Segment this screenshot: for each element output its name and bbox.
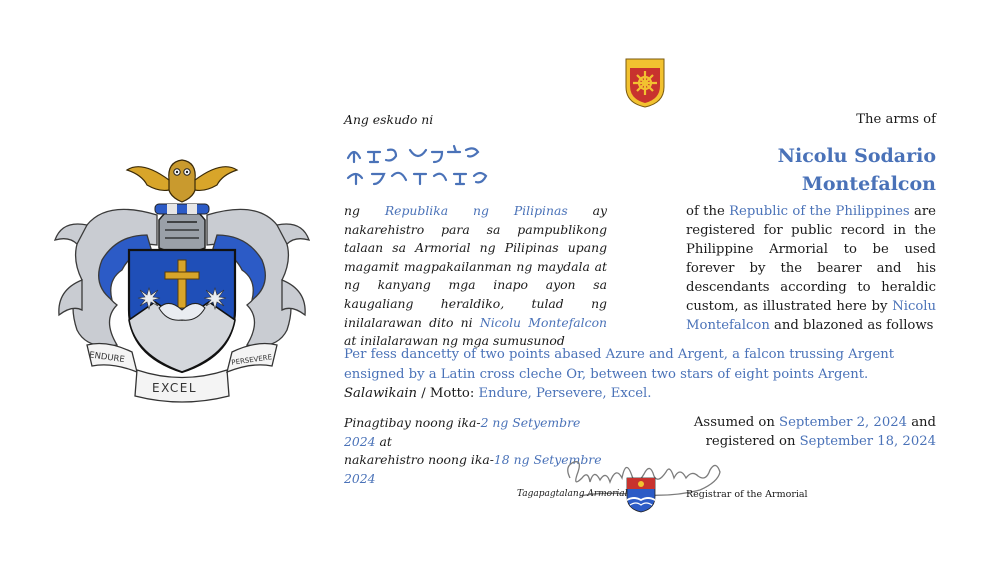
owl-crest xyxy=(127,160,237,202)
link-text[interactable]: Endure, Persevere, Excel. xyxy=(478,386,652,401)
link-text[interactable]: Republika ng Pilipinas xyxy=(384,203,568,218)
english-registrar-label: Registrar of the Armorial xyxy=(686,489,808,500)
body-text: and blazoned as follows xyxy=(769,318,934,333)
baybayin-name-icon xyxy=(344,140,544,192)
body-text: Assumed on xyxy=(693,415,780,430)
top-emblem-icon xyxy=(624,57,666,109)
link-text[interactable]: Per fess dancetty of two points abased Azure and Argent, a falcon trussing Argent ensigned by a Latin cross cleche Or, between two stars of eight points Argent. xyxy=(344,347,895,382)
shield xyxy=(129,250,235,372)
motto-center: EXCEL xyxy=(152,381,198,395)
english-dates xyxy=(636,413,936,451)
english-body xyxy=(686,202,936,335)
body-text: nakarehistro noong ika- xyxy=(344,452,494,468)
motto-right: PERSEVERE xyxy=(230,353,273,367)
link-text[interactable]: Nicolu Montefalcon xyxy=(686,299,936,333)
body-text: of the xyxy=(686,204,730,219)
link-text[interactable]: 2 ng Setyembre 2024 xyxy=(344,415,581,449)
blazon-text xyxy=(344,345,936,404)
link-text[interactable]: Republic of the Philippines xyxy=(729,204,910,219)
link-text[interactable]: 18 ng Setyembre 2024 xyxy=(344,452,602,486)
filipino-intro: Ang eskudo ni xyxy=(344,112,434,127)
link-text[interactable]: September 18, 2024 xyxy=(799,434,936,449)
body-text: ay nakarehistro para sa pampublikong talaan sa Armorial ng Pilipinas upang magamit magpakailanman ng maydala at ng kanyang mga inapo ayon sa kaugaliang heraldiko, tulad ng inilalarawan dito ni xyxy=(344,203,607,330)
body-text: Pinagtibay noong ika- xyxy=(344,415,481,430)
link-text[interactable]: September 2, 2024 xyxy=(779,415,907,430)
body-text: are registered for public record in the Philippine Armorial to be used forever by the bearer and his descendants according to heraldic custom, as illustrated here by xyxy=(686,204,936,314)
motto-left: ENDURE xyxy=(88,350,126,366)
body-text: and xyxy=(907,415,936,430)
body-text: at inilalarawan ng mga sumusunod xyxy=(344,333,565,349)
body-text: Salawikain xyxy=(344,386,418,401)
coat-of-arms-icon xyxy=(47,140,317,410)
english-intro: The arms of xyxy=(856,112,936,127)
link-text[interactable]: Nicolu Montefalcon xyxy=(479,314,608,330)
body-text: registered on xyxy=(705,434,800,449)
filipino-registrar-label: Tagapagtalang Armorial xyxy=(517,489,628,499)
body-text: at xyxy=(375,433,392,449)
body-text: / Motto: xyxy=(417,386,479,401)
bearer-name: Nicolu Sodario Montefalcon xyxy=(777,145,936,195)
body-text: ng xyxy=(344,203,385,218)
filipino-body xyxy=(344,202,607,351)
armorial-seal-icon xyxy=(626,477,656,513)
